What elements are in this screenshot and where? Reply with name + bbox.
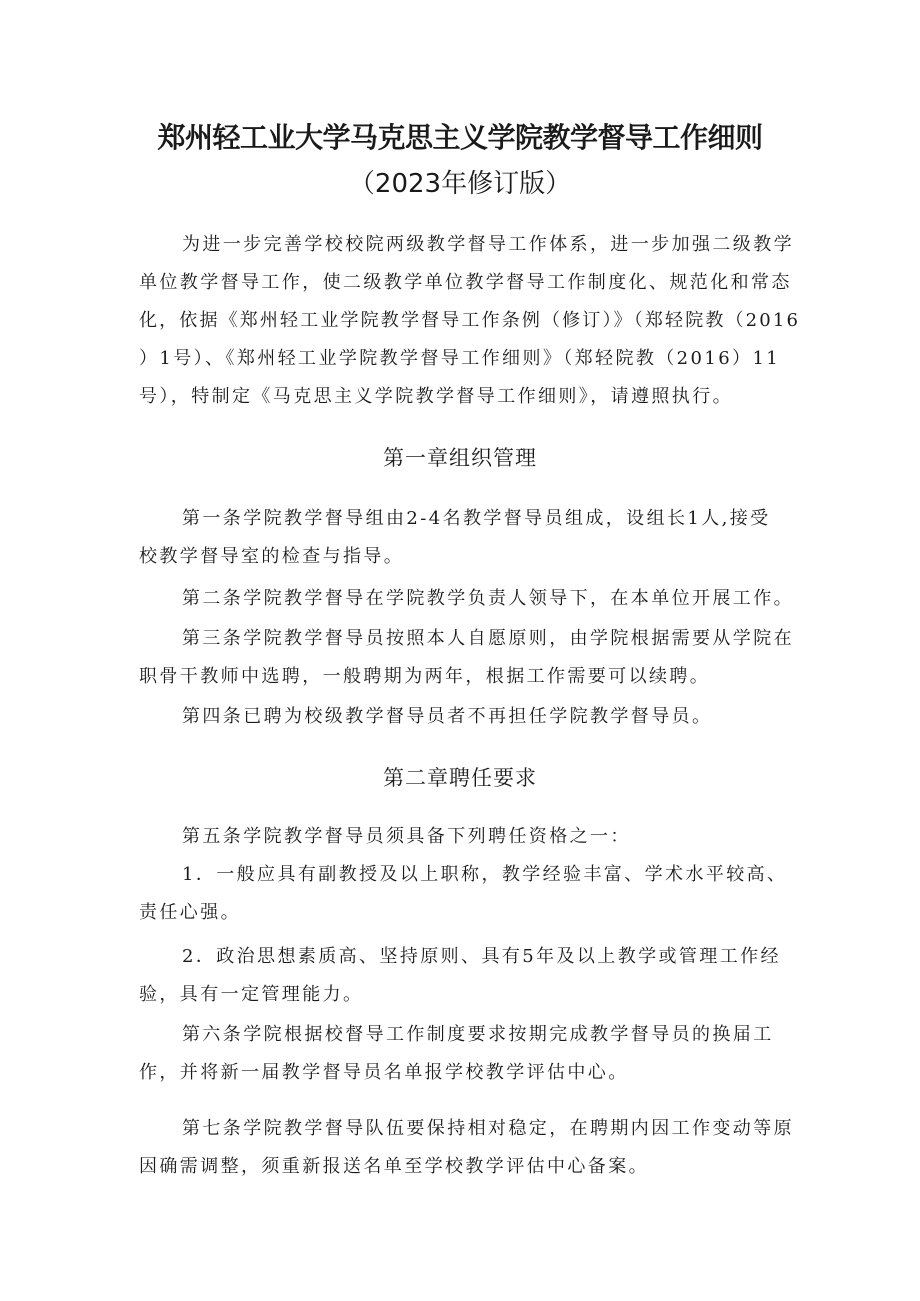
- article-line: 作，并将新一届教学督导员名单报学校教学评估中心。: [139, 1062, 629, 1083]
- intro-line: ）1号）、《郑州轻工业学院教学督导工作细则》（郑轻院教（2016）11: [139, 348, 781, 369]
- article-line: 责任心强。: [139, 902, 241, 923]
- article-line: 2．政治思想素质高、坚持原则、具有5年及以上教学或管理工作经: [182, 946, 781, 967]
- article-line: 第六条学院根据校督导工作制度要求按期完成教学督导员的换届工: [182, 1024, 774, 1045]
- article-line: 第五条学院教学督导员须具备下列聘任资格之一：: [182, 826, 631, 847]
- intro-line: 号），特制定《马克思主义学院教学督导工作细则》，请遵照执行。: [139, 386, 733, 407]
- article-line: 第四条已聘为校级教学督导员者不再担任学院教学督导员。: [182, 706, 713, 727]
- document-title: 郑州轻工业大学马克思主义学院教学督导工作细则: [157, 121, 763, 154]
- chapter-heading: 第二章聘任要求: [383, 766, 537, 790]
- article-line: 第三条学院教学督导员按照本人自愿原则，由学院根据需要从学院在: [182, 628, 794, 649]
- article-line: 职骨干教师中选聘，一般聘期为两年，根据工作需要可以续聘。: [139, 666, 711, 687]
- article-line: 因确需调整，须重新报送名单至学校教学评估中心备案。: [139, 1156, 649, 1177]
- article-line: 第七条学院教学督导队伍要保持相对稳定，在聘期内因工作变动等原: [182, 1118, 794, 1139]
- article-line: 1．一般应具有副教授及以上职称，教学经验丰富、学术水平较高、: [182, 864, 788, 885]
- chapter-heading: 第一章组织管理: [383, 446, 537, 470]
- article-line: 第一条学院教学督导组由2-4名教学督导员组成，设组长1人,接受: [182, 508, 771, 529]
- article-line: 验，具有一定管理能力。: [139, 984, 364, 1005]
- intro-line: 为进一步完善学校校院两级教学督导工作体系，进一步加强二级教学: [182, 234, 794, 255]
- intro-line: 单位教学督导工作，使二级教学单位教学督导工作制度化、规范化和常态: [139, 272, 792, 293]
- document-subtitle: （2023年修订版）: [348, 169, 572, 199]
- intro-line: 化，依据《郑州轻工业学院教学督导工作条例（修订）》（郑轻院教（2016: [139, 310, 801, 331]
- article-line: 第二条学院教学督导在学院教学负责人领导下，在本单位开展工作。: [182, 588, 794, 609]
- article-line: 校教学督导室的检查与指导。: [139, 546, 405, 567]
